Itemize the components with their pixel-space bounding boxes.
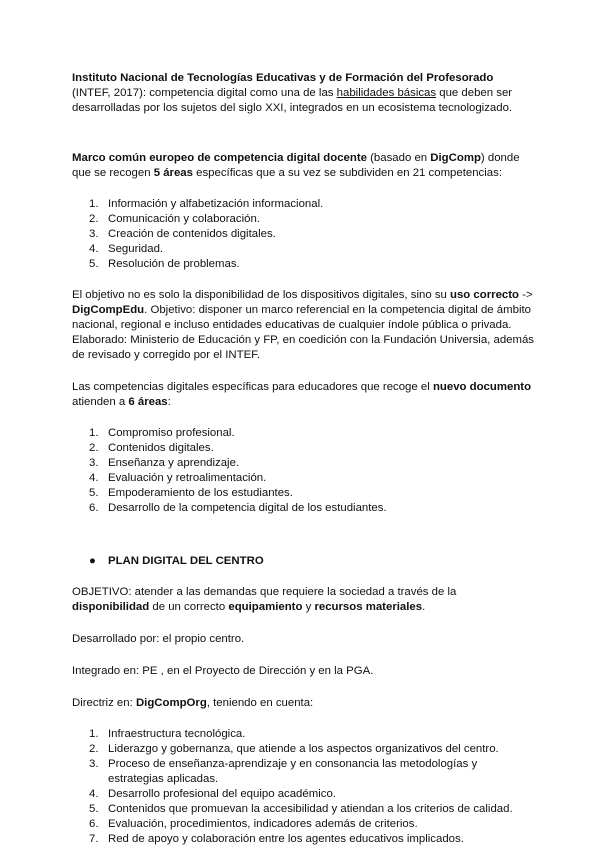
desarrollado-paragraph: Desarrollado por: el propio centro. xyxy=(72,633,245,645)
list-item: 2. Contenidos digitales. xyxy=(89,442,214,454)
list-item: 4. Desarrollo profesional del equipo académico. xyxy=(89,788,336,800)
list-item: 4. Evaluación y retroalimentación. xyxy=(89,472,267,484)
list-item: 3. Proceso de enseñanza-aprendizaje y en consonancia las metodologías y estrategias aplicadas. xyxy=(89,758,478,785)
list-item: 2. Liderazgo y gobernanza, que atiende a los aspectos organizativos del centro. xyxy=(89,743,499,755)
competencias-paragraph: Las competencias digitales específicas para educadores que recoge el nuevo documento atienden a 6 áreas: xyxy=(72,381,532,408)
intro-paragraph: Instituto Nacional de Tecnologías Educativas y de Formación del Profesorado (INTEF, 2017): competencia digital como una de las habilidades básicas que deben ser desarrolladas por los sujetos del siglo XXI, integrados en un ecosistema tecnologizado. xyxy=(72,72,513,114)
list-item: 4. Seguridad. xyxy=(89,243,164,255)
objetivo-paragraph: El objetivo no es solo la disponibilidad de los dispositivos digitales, sino su uso correcto -> DigCompEdu. Objetivo: disponer un marco referencial en la competencia digital de ámbito nacional, regional e incluso entidades educativas de cualquier índole pública o privada. Elaborado: Ministerio de Educación y FP, en coedición con la Fundación Universia, además de revisado y corregido por el INTEF. xyxy=(72,289,535,361)
intef-name: Instituto Nacional de Tecnologías Educativas y de Formación del Profesorado xyxy=(72,72,494,84)
list-item: 5. Resolución de problemas. xyxy=(89,258,240,270)
plan-objetivo-paragraph: OBJETIVO: atender a las demandas que requiere la sociedad a través de la disponibilidad de un correcto equipamiento y recursos materiales. xyxy=(72,586,457,613)
list-item: 6. Evaluación, procedimientos, indicadores además de criterios. xyxy=(89,818,418,830)
list-item: 3. Creación de contenidos digitales. xyxy=(89,228,276,240)
areas-digcomp-list xyxy=(72,197,534,272)
document-page xyxy=(72,71,534,863)
habilidades-link[interactable]: habilidades básicas xyxy=(336,87,437,99)
areas-digcompedu-list xyxy=(72,426,534,516)
plan-digital-heading: ● PLAN DIGITAL DEL CENTRO xyxy=(89,555,264,567)
list-item: 5. Contenidos que promuevan la accesibilidad y atiendan a los criterios de calidad. xyxy=(89,803,513,815)
list-item: 1. Información y alfabetización informacional. xyxy=(89,198,324,210)
list-item: 1. Compromiso profesional. xyxy=(89,427,235,439)
directriz-paragraph: Directriz en: DigCompOrg, teniendo en cuenta: xyxy=(72,697,314,709)
marco-paragraph: Marco común europeo de competencia digital docente (basado en DigComp) donde que se recogen 5 áreas específicas que a su vez se subdividen en 21 competencias: xyxy=(72,152,520,179)
list-item: 5. Empoderamiento de los estudiantes. xyxy=(89,487,293,499)
list-item: 6. Desarrollo de la competencia digital de los estudiantes. xyxy=(89,502,387,514)
bullet-icon: ● xyxy=(89,555,96,567)
list-item: 2. Comunicación y colaboración. xyxy=(89,213,260,225)
list-item: 7. Red de apoyo y colaboración entre los agentes educativos implicados. xyxy=(89,833,464,845)
list-item: 1. Infraestructura tecnológica. xyxy=(89,728,246,740)
integrado-paragraph: Integrado en: PE , en el Proyecto de Dirección y en la PGA. xyxy=(72,665,374,677)
areas-digcomporg-list xyxy=(72,727,534,847)
list-item: 3. Enseñanza y aprendizaje. xyxy=(89,457,240,469)
